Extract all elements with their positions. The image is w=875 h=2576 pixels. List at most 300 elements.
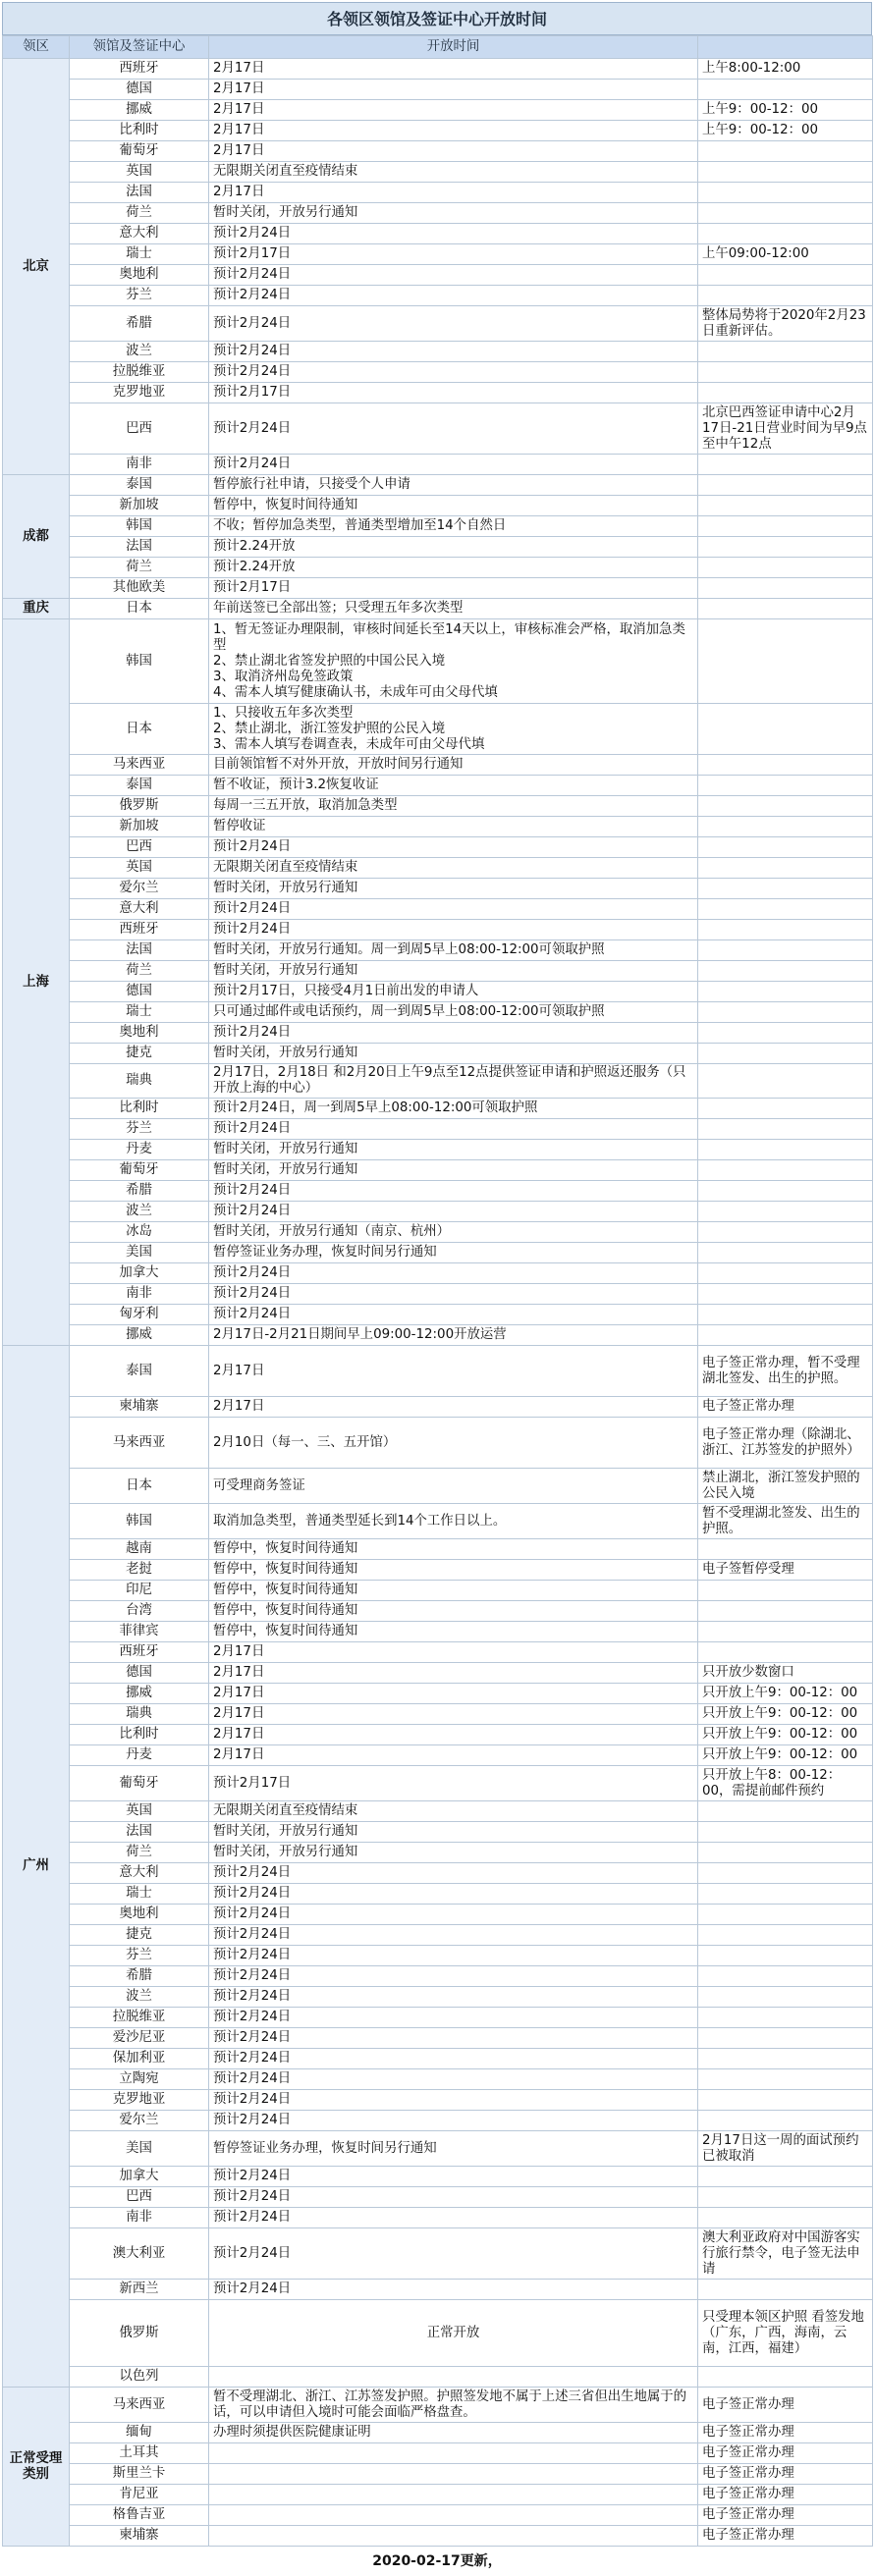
table-row	[3, 1843, 873, 1863]
notes-cell	[698, 1284, 873, 1305]
open-time-cell: 取消加急类型，普通类型延长到14个工作日以上。	[209, 1504, 698, 1539]
mission-cell: 瑞士	[70, 1002, 209, 1023]
notes-cell: 只开放上午9：00-12：00	[698, 1745, 873, 1766]
table-row	[3, 1181, 873, 1202]
notes-cell	[698, 141, 873, 162]
notes-cell	[698, 475, 873, 496]
notes-cell: 电子签正常办理	[698, 2443, 873, 2464]
table-row	[3, 100, 873, 121]
notes-cell	[698, 1966, 873, 1987]
mission-cell: 英国	[70, 162, 209, 183]
open-time-cell	[209, 2443, 698, 2464]
table-row	[3, 1863, 873, 1884]
notes-cell	[698, 837, 873, 858]
table-row	[3, 1766, 873, 1801]
header-open-time: 开放时间	[209, 36, 698, 59]
table-row	[3, 1023, 873, 1044]
mission-cell: 韩国	[70, 619, 209, 704]
mission-cell: 克罗地亚	[70, 2090, 209, 2111]
mission-cell: 土耳其	[70, 2443, 209, 2464]
mission-cell: 英国	[70, 1801, 209, 1822]
notes-cell: 上午9：00-12：00	[698, 100, 873, 121]
table-row	[3, 1581, 873, 1601]
open-time-cell: 预计2月24日	[209, 1284, 698, 1305]
table-row	[3, 1202, 873, 1222]
mission-cell: 瑞典	[70, 1704, 209, 1725]
mission-cell: 西班牙	[70, 1642, 209, 1663]
open-time-cell: 预计2.24开放	[209, 558, 698, 578]
notes-cell	[698, 1305, 873, 1325]
notes-cell	[698, 162, 873, 183]
table-row	[3, 899, 873, 920]
open-time-cell: 暂停签证业务办理，恢复时间另行通知	[209, 1243, 698, 1263]
open-time-cell: 预计2月24日	[209, 899, 698, 920]
open-time-cell: 2月17日	[209, 1642, 698, 1663]
mission-cell: 以色列	[70, 2367, 209, 2388]
open-time-cell: 预计2.24开放	[209, 537, 698, 558]
table-row	[3, 599, 873, 619]
mission-cell: 奥地利	[70, 265, 209, 286]
mission-cell: 柬埔寨	[70, 2526, 209, 2547]
open-time-cell: 预计2月24日，周一到周5早上08:00-12:00可领取护照	[209, 1099, 698, 1119]
mission-cell: 捷克	[70, 1044, 209, 1064]
open-time-cell: 预计2月17日，只接受4月1日前出发的申请人	[209, 982, 698, 1002]
open-time-cell	[209, 2464, 698, 2485]
notes-cell	[698, 899, 873, 920]
open-time-cell: 预计2月24日	[209, 1946, 698, 1966]
table-row	[3, 940, 873, 961]
table-row	[3, 1642, 873, 1663]
open-time-cell	[209, 2485, 698, 2505]
notes-cell: 电子签正常办理	[698, 2423, 873, 2443]
table-row	[3, 1397, 873, 1418]
table-row	[3, 224, 873, 244]
open-time-cell: 2月17日	[209, 100, 698, 121]
mission-cell: 南非	[70, 455, 209, 475]
table-row	[3, 1684, 873, 1704]
table-row	[3, 2526, 873, 2547]
open-time-cell: 预计2月24日	[209, 455, 698, 475]
table-row	[3, 342, 873, 362]
mission-cell: 缅甸	[70, 2423, 209, 2443]
notes-cell	[698, 879, 873, 899]
open-time-cell: 预计2月24日	[209, 2228, 698, 2280]
open-time-cell: 2月17日	[209, 80, 698, 100]
open-time-cell: 预计2月24日	[209, 306, 698, 342]
table-row	[3, 455, 873, 475]
table-row	[3, 578, 873, 599]
notes-cell: 电子签正常办理（除湖北、浙江、江苏签发的护照外）	[698, 1418, 873, 1469]
table-row	[3, 516, 873, 537]
open-time-cell	[209, 2367, 698, 2388]
region-cell: 成都	[3, 475, 70, 599]
open-time-cell: 暂不受理湖北、浙江、江苏签发护照。护照签发地不属于上述三省但出生地属于的话，可以申请但入境时可能会面临严格盘查。	[209, 2388, 698, 2423]
table-row	[3, 403, 873, 455]
table-row	[3, 1099, 873, 1119]
notes-cell: 只开放少数窗口	[698, 1663, 873, 1684]
open-time-cell: 预计2月24日	[209, 2111, 698, 2131]
mission-cell: 新加坡	[70, 496, 209, 516]
table-row	[3, 2208, 873, 2228]
table-row	[3, 2187, 873, 2208]
notes-cell	[698, 1263, 873, 1284]
open-time-cell: 预计2月24日	[209, 403, 698, 455]
mission-cell: 意大利	[70, 899, 209, 920]
mission-cell: 匈牙利	[70, 1305, 209, 1325]
notes-cell	[698, 1539, 873, 1560]
open-time-cell: 预计2月24日	[209, 2090, 698, 2111]
mission-cell: 荷兰	[70, 961, 209, 982]
table-row	[3, 2300, 873, 2367]
mission-cell: 老挝	[70, 1560, 209, 1581]
mission-cell: 越南	[70, 1539, 209, 1560]
open-time-cell: 暂时关闭，开放另行通知	[209, 203, 698, 224]
open-time-cell: 预计2月24日	[209, 2208, 698, 2228]
table-row	[3, 59, 873, 80]
open-time-cell: 暂停中，恢复时间待通知	[209, 496, 698, 516]
table-row	[3, 1284, 873, 1305]
notes-cell	[698, 1181, 873, 1202]
open-time-cell: 暂停中，恢复时间待通知	[209, 1622, 698, 1642]
notes-cell	[698, 362, 873, 383]
mission-cell: 西班牙	[70, 59, 209, 80]
open-time-cell: 预计2月24日	[209, 1181, 698, 1202]
notes-cell	[698, 2069, 873, 2090]
table-row	[3, 1966, 873, 1987]
notes-cell: 上午8:00-12:00	[698, 59, 873, 80]
mission-cell: 克罗地亚	[70, 383, 209, 403]
table-row	[3, 183, 873, 203]
open-time-cell: 暂时关闭，开放另行通知	[209, 1160, 698, 1181]
notes-cell	[698, 537, 873, 558]
mission-cell: 日本	[70, 1469, 209, 1504]
open-time-cell: 2月10日（每一、三、五开馆）	[209, 1418, 698, 1469]
open-time-cell: 预计2月24日	[209, 1966, 698, 1987]
notes-cell	[698, 755, 873, 776]
open-time-cell: 1、暂无签证办理限制，审核时间延长至14天以上，审核标准会严格，取消加急类型 2、禁止湖北省签发护照的中国公民入境 3、取消济州岛免签政策 4、需本人填写健康确认书，未成年可由父母代填	[209, 619, 698, 704]
open-time-cell: 暂停收证	[209, 817, 698, 837]
table-row	[3, 306, 873, 342]
open-time-cell: 预计2月24日	[209, 920, 698, 940]
notes-cell	[698, 1160, 873, 1181]
mission-cell: 西班牙	[70, 920, 209, 940]
open-time-cell: 预计2月24日	[209, 1202, 698, 1222]
table-row	[3, 2485, 873, 2505]
table-row	[3, 1987, 873, 2008]
notes-cell: 电子签暂停受理	[698, 1560, 873, 1581]
mission-cell: 南非	[70, 1284, 209, 1305]
notes-cell	[698, 1925, 873, 1946]
table-row	[3, 1801, 873, 1822]
table-row	[3, 1663, 873, 1684]
table-row	[3, 2388, 873, 2423]
header-notes	[698, 36, 873, 59]
mission-cell: 德国	[70, 982, 209, 1002]
notes-cell	[698, 2028, 873, 2049]
notes-cell	[698, 599, 873, 619]
open-time-cell: 只可通过邮件或电话预约，周一到周5早上08:00-12:00可领取护照	[209, 1002, 698, 1023]
notes-cell	[698, 1202, 873, 1222]
mission-cell: 法国	[70, 940, 209, 961]
mission-cell: 英国	[70, 858, 209, 879]
notes-cell: 整体局势将于2020年2月23日重新评估。	[698, 306, 873, 342]
table-row	[3, 1946, 873, 1966]
table-row	[3, 121, 873, 141]
notes-cell: 只受理本领区护照 看签发地（广东，广西，海南，云南，江西，福建）	[698, 2300, 873, 2367]
notes-cell: 只开放上午9：00-12：00	[698, 1725, 873, 1745]
mission-cell: 波兰	[70, 342, 209, 362]
open-time-cell: 暂不收证，预计3.2恢复收证	[209, 776, 698, 796]
table-row	[3, 1560, 873, 1581]
open-time-cell: 1、只接收五年多次类型 2、禁止湖北，浙江签发护照的公民入境 3、需本人填写卷调查表，未成年可由父母代填	[209, 704, 698, 755]
notes-cell: 2月17日这一周的面试预约已被取消	[698, 2131, 873, 2167]
table-row	[3, 80, 873, 100]
table-row	[3, 2090, 873, 2111]
mission-cell: 柬埔寨	[70, 1397, 209, 1418]
table-row	[3, 2069, 873, 2090]
open-time-cell: 目前领馆暂不对外开放，开放时间另行通知	[209, 755, 698, 776]
open-time-cell: 2月17日	[209, 1346, 698, 1397]
table-row	[3, 496, 873, 516]
notes-cell	[698, 383, 873, 403]
open-time-cell: 办理时须提供医院健康证明	[209, 2423, 698, 2443]
table-row	[3, 619, 873, 704]
open-time-cell	[209, 2505, 698, 2526]
mission-cell: 斯里兰卡	[70, 2464, 209, 2485]
table-row	[3, 1905, 873, 1925]
notes-cell	[698, 1581, 873, 1601]
open-time-cell: 年前送签已全部出签；只受理五年多次类型	[209, 599, 698, 619]
open-time-cell: 2月17日	[209, 59, 698, 80]
table-row	[3, 1925, 873, 1946]
table-row	[3, 920, 873, 940]
open-time-cell: 预计2月24日	[209, 265, 698, 286]
open-time-cell: 暂停中，恢复时间待通知	[209, 1539, 698, 1560]
table-row	[3, 2443, 873, 2464]
notes-cell	[698, 1905, 873, 1925]
table-row	[3, 961, 873, 982]
notes-cell	[698, 1642, 873, 1663]
notes-cell	[698, 2090, 873, 2111]
notes-cell: 暂不受理湖北签发、出生的护照。	[698, 1504, 873, 1539]
table-row	[3, 837, 873, 858]
table-row	[3, 362, 873, 383]
mission-cell: 芬兰	[70, 286, 209, 306]
table-row	[3, 1346, 873, 1397]
open-time-cell: 预计2月24日	[209, 2028, 698, 2049]
notes-cell	[698, 2167, 873, 2187]
table-row	[3, 265, 873, 286]
notes-cell	[698, 796, 873, 817]
table-row	[3, 796, 873, 817]
notes-cell	[698, 858, 873, 879]
mission-cell: 意大利	[70, 224, 209, 244]
notes-cell	[698, 1222, 873, 1243]
table-row	[3, 1064, 873, 1099]
region-cell: 北京	[3, 59, 70, 475]
table-row	[3, 1002, 873, 1023]
open-time-cell: 预计2月24日	[209, 2008, 698, 2028]
table-row	[3, 537, 873, 558]
notes-cell	[698, 982, 873, 1002]
open-time-cell: 预计2月24日	[209, 286, 698, 306]
open-time-cell: 2月17日，2月18日 和2月20日上午9点至12点提供签证申请和护照返还服务（只开放上海的中心）	[209, 1064, 698, 1099]
open-time-cell: 暂停中，恢复时间待通知	[209, 1581, 698, 1601]
notes-cell: 电子签正常办理	[698, 2485, 873, 2505]
open-time-cell: 暂时关闭，开放另行通知（南京、杭州）	[209, 1222, 698, 1243]
notes-cell	[698, 203, 873, 224]
table-row	[3, 879, 873, 899]
open-time-cell: 无限期关闭直至疫情结束	[209, 162, 698, 183]
notes-cell	[698, 1023, 873, 1044]
table-row	[3, 755, 873, 776]
open-time-cell: 预计2月24日	[209, 1119, 698, 1140]
open-time-cell: 预计2月24日	[209, 1023, 698, 1044]
notes-cell	[698, 1622, 873, 1642]
mission-cell: 冰岛	[70, 1222, 209, 1243]
table-row	[3, 1418, 873, 1469]
mission-cell: 马来西亚	[70, 755, 209, 776]
notes-cell	[698, 1601, 873, 1622]
table-row	[3, 704, 873, 755]
open-time-cell: 预计2月24日	[209, 2280, 698, 2300]
notes-cell	[698, 920, 873, 940]
table-row	[3, 1140, 873, 1160]
mission-cell: 肯尼亚	[70, 2485, 209, 2505]
mission-cell: 瑞典	[70, 1064, 209, 1099]
mission-cell: 希腊	[70, 1966, 209, 1987]
notes-cell	[698, 2187, 873, 2208]
mission-cell: 泰国	[70, 776, 209, 796]
open-time-cell: 暂时关闭，开放另行通知	[209, 1822, 698, 1843]
open-time-cell: 2月17日	[209, 1684, 698, 1704]
mission-cell: 韩国	[70, 516, 209, 537]
mission-cell: 立陶宛	[70, 2069, 209, 2090]
mission-cell: 希腊	[70, 1181, 209, 1202]
mission-cell: 新西兰	[70, 2280, 209, 2300]
schedule-body	[3, 59, 873, 2547]
table-row	[3, 1243, 873, 1263]
mission-cell: 澳大利亚	[70, 2228, 209, 2280]
table-row	[3, 2008, 873, 2028]
table-row	[3, 1822, 873, 1843]
open-time-cell: 2月17日	[209, 1725, 698, 1745]
notes-cell: 电子签正常办理	[698, 2526, 873, 2547]
header-region: 领区	[3, 36, 70, 59]
table-row	[3, 1704, 873, 1725]
mission-cell: 法国	[70, 1822, 209, 1843]
mission-cell: 泰国	[70, 475, 209, 496]
open-time-cell: 预计2月24日	[209, 2069, 698, 2090]
open-time-cell: 暂时关闭，开放另行通知	[209, 1140, 698, 1160]
table-row	[3, 2505, 873, 2526]
mission-cell: 爱尔兰	[70, 2111, 209, 2131]
notes-cell: 禁止湖北，浙江签发护照的公民入境	[698, 1469, 873, 1504]
notes-cell	[698, 1099, 873, 1119]
open-time-cell: 暂停中，恢复时间待通知	[209, 1601, 698, 1622]
notes-cell	[698, 704, 873, 755]
mission-cell: 荷兰	[70, 203, 209, 224]
notes-cell: 电子签正常办理	[698, 1397, 873, 1418]
open-time-cell: 2月17日	[209, 1663, 698, 1684]
notes-cell: 上午9：00-12：00	[698, 121, 873, 141]
mission-cell: 捷克	[70, 1925, 209, 1946]
notes-cell	[698, 496, 873, 516]
mission-cell: 波兰	[70, 1987, 209, 2008]
mission-cell: 爱尔兰	[70, 879, 209, 899]
mission-cell: 法国	[70, 537, 209, 558]
notes-cell	[698, 2008, 873, 2028]
mission-cell: 拉脱维亚	[70, 2008, 209, 2028]
notes-cell: 只开放上午9：00-12：00	[698, 1704, 873, 1725]
table-row	[3, 2464, 873, 2485]
open-time-cell	[209, 2526, 698, 2547]
notes-cell	[698, 1801, 873, 1822]
notes-cell	[698, 619, 873, 704]
notes-cell	[698, 1843, 873, 1863]
mission-cell: 挪威	[70, 1684, 209, 1704]
notes-cell	[698, 1987, 873, 2008]
mission-cell: 奥地利	[70, 1905, 209, 1925]
notes-cell	[698, 940, 873, 961]
mission-cell: 葡萄牙	[70, 1160, 209, 1181]
mission-cell: 其他欧美	[70, 578, 209, 599]
open-time-cell: 无限期关闭直至疫情结束	[209, 1801, 698, 1822]
table-row	[3, 2280, 873, 2300]
notes-cell	[698, 1044, 873, 1064]
notes-cell	[698, 2280, 873, 2300]
notes-cell	[698, 2367, 873, 2388]
mission-cell: 巴西	[70, 2187, 209, 2208]
notes-cell	[698, 578, 873, 599]
mission-cell: 马来西亚	[70, 2388, 209, 2423]
open-time-cell: 预计2月24日	[209, 342, 698, 362]
notes-cell: 上午09:00-12:00	[698, 244, 873, 265]
notes-cell: 北京巴西签证申请中心2月17日-21日营业时间为早9点至中午12点	[698, 403, 873, 455]
table-row	[3, 1160, 873, 1181]
mission-cell: 荷兰	[70, 558, 209, 578]
mission-cell: 马来西亚	[70, 1418, 209, 1469]
notes-cell	[698, 961, 873, 982]
open-time-cell: 预计2月24日	[209, 2049, 698, 2069]
open-time-cell: 暂时关闭，开放另行通知。周一到周5早上08:00-12:00可领取护照	[209, 940, 698, 961]
mission-cell: 日本	[70, 704, 209, 755]
notes-cell	[698, 80, 873, 100]
open-time-cell: 暂停签证业务办理，恢复时间另行通知	[209, 2131, 698, 2167]
notes-cell	[698, 265, 873, 286]
open-time-cell: 暂时关闭，开放另行通知	[209, 1044, 698, 1064]
notes-cell	[698, 2208, 873, 2228]
notes-cell	[698, 1140, 873, 1160]
open-time-cell: 2月17日	[209, 183, 698, 203]
mission-cell: 格鲁吉亚	[70, 2505, 209, 2526]
notes-cell	[698, 1863, 873, 1884]
notes-cell	[698, 2049, 873, 2069]
region-cell: 广州	[3, 1346, 70, 2388]
notes-cell: 电子签正常办理	[698, 2505, 873, 2526]
table-row	[3, 203, 873, 224]
table-row	[3, 162, 873, 183]
open-time-cell: 预计2月24日	[209, 1987, 698, 2008]
open-time-cell: 可受理商务签证	[209, 1469, 698, 1504]
open-time-cell: 2月17日-2月21日期间早上09:00-12:00开放运营	[209, 1325, 698, 1346]
mission-cell: 菲律宾	[70, 1622, 209, 1642]
mission-cell: 荷兰	[70, 1843, 209, 1863]
table-row	[3, 383, 873, 403]
notes-cell	[698, 776, 873, 796]
table-row	[3, 1469, 873, 1504]
mission-cell: 葡萄牙	[70, 141, 209, 162]
